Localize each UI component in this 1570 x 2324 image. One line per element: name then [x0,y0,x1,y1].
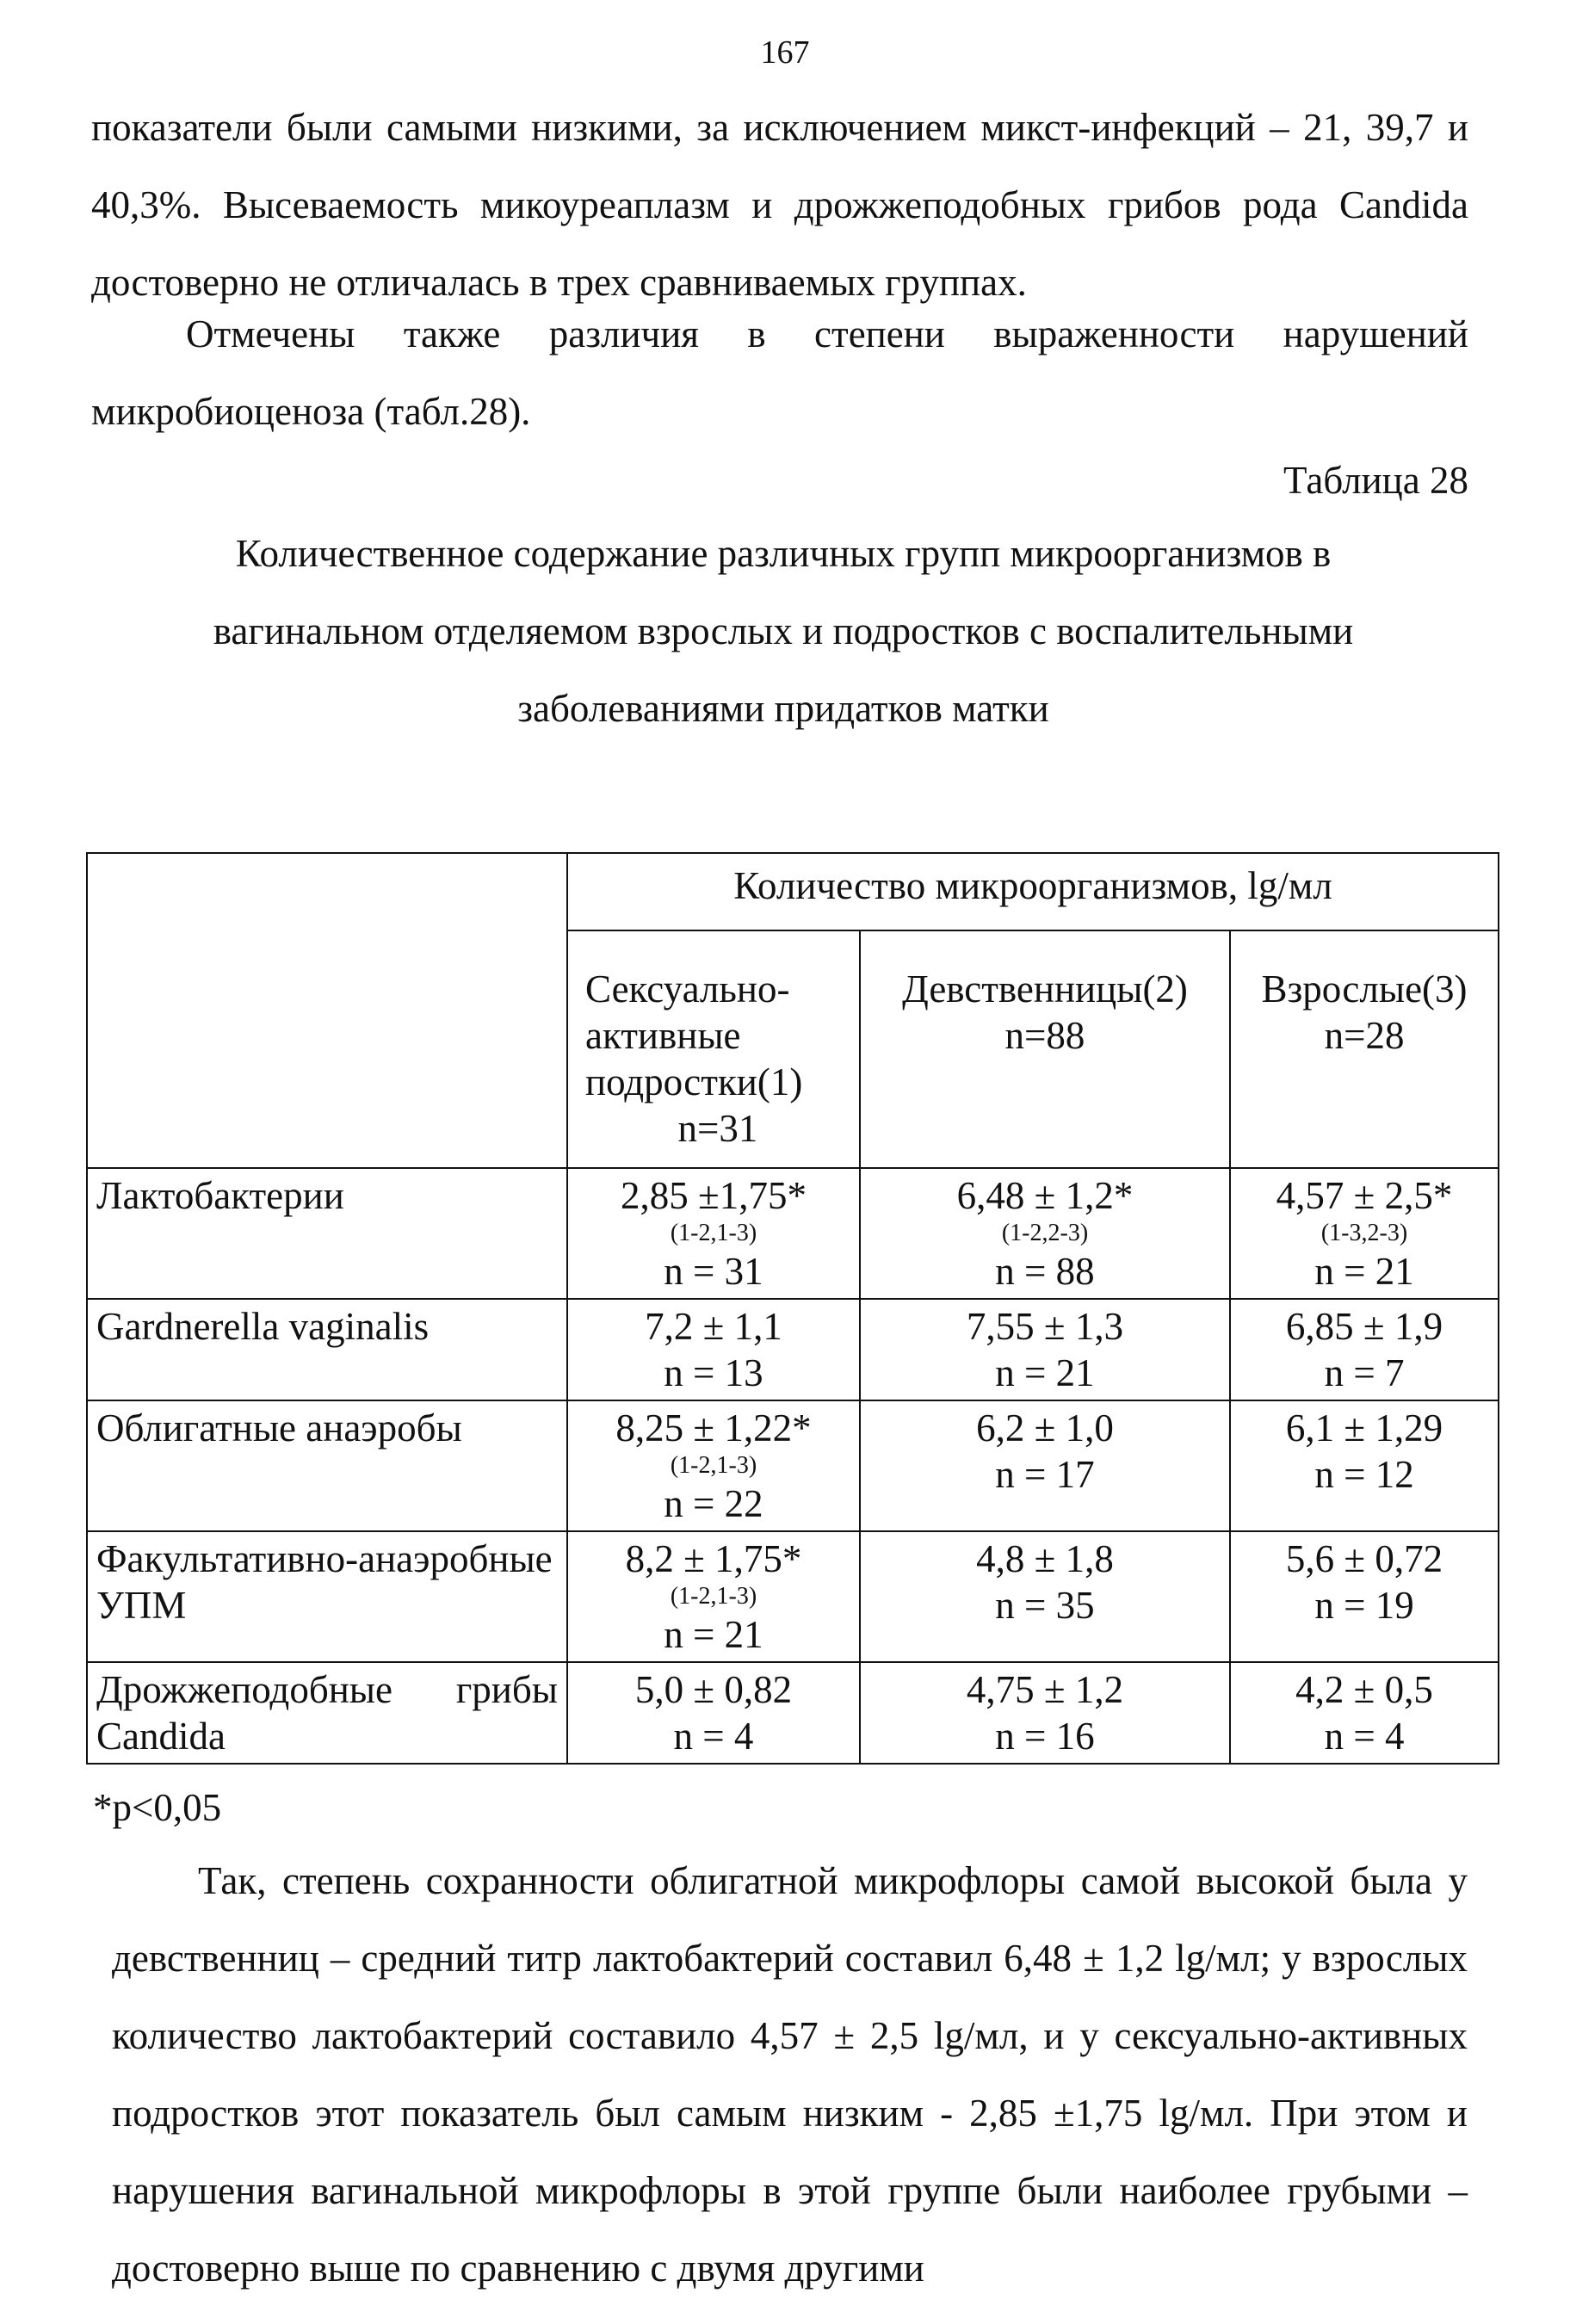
table-cell [567,1299,860,1400]
table-cell [1230,1400,1499,1531]
table-header-row [87,853,1499,930]
cell-n: n = 4 [1324,1715,1405,1758]
row-label: Факультативно-анаэробные УПМ [87,1531,567,1662]
table-label: Таблица 28 [1283,459,1468,502]
table-cell [860,1400,1230,1531]
table-cell [860,1662,1230,1764]
cell-n: n = 22 [664,1482,763,1525]
cell-n: n = 21 [1314,1250,1414,1293]
cell-n: n = 4 [673,1715,754,1758]
cell-n: n = 19 [1314,1584,1414,1627]
cell-comparison: (1-3,2-3) [1320,1220,1408,1246]
table-cell [567,1662,860,1764]
cell-comparison: (1-2,2-3) [1001,1220,1089,1246]
row-label: Облигатные анаэробы [87,1400,567,1531]
column-label: Сексуально-активные подростки(1) [585,967,803,1103]
cell-comparison: (1-2,1-3) [670,1583,757,1610]
column-header-adults [1230,930,1499,1168]
paragraph-intro: показатели были самыми низкими, за исключением микст-инфекций – 21, 39,7 и 40,3%. Высеваемость микоуреаплазм и дрожжеподобных грибов рода Candida достоверно не отличалась в трех сравниваемых группах. [91,106,1468,304]
cell-mean: 8,2 ± 1,75* [625,1537,802,1580]
cell-n: n = 16 [995,1715,1095,1758]
table-cell [567,1531,860,1662]
cell-comparison: (1-2,1-3) [670,1220,757,1246]
column-header-virgins [860,930,1230,1168]
column-header-adolescents [567,930,860,1168]
table-cell [860,1168,1230,1299]
table-caption: Количественное содержание различных групп микроорганизмов в вагинальном отделяемом взрослых и подростков с воспалительными заболеваниями придатков матки [213,532,1354,730]
row-label: Gardnerella vaginalis [87,1299,567,1400]
cell-mean: 6,1 ± 1,29 [1285,1406,1443,1449]
cell-mean: 4,75 ± 1,2 [966,1668,1124,1711]
table-footnote: *p<0,05 [93,1786,222,1829]
column-n: n=28 [1324,1014,1405,1057]
table-cell [567,1400,860,1531]
table-row [87,1531,1499,1662]
cell-n: n = 31 [664,1250,763,1293]
cell-n: n = 21 [995,1351,1095,1394]
table-row [87,1400,1499,1531]
table-cell [860,1531,1230,1662]
cell-mean: 6,85 ± 1,9 [1285,1305,1443,1348]
cell-mean: 8,25 ± 1,22* [615,1406,812,1449]
cell-mean: 4,57 ± 2,5* [1276,1174,1453,1217]
table-cell [1230,1531,1499,1662]
cell-n: n = 21 [664,1613,763,1656]
cell-mean: 7,2 ± 1,1 [645,1305,782,1348]
column-label: Взрослые(3) [1261,967,1468,1011]
row-label: Дрожжеподобные грибы Candida [87,1662,567,1764]
cell-mean: 6,48 ± 1,2* [956,1174,1134,1217]
paragraph-conclusion: Так, степень сохранности облигатной микрофлоры самой высокой была у девственниц – средний титр лактобактерий составил 6,48 ± 1,2 lg/мл; у взрослых количество лактобактерий составило 4,57 ± 2,5 lg/мл, и у сексуально-активных подростков этот показатель был самым низким - 2,85 ±1,75 lg/мл. При этом и нарушения вагинальной микрофлоры в этой группе были наиболее грубыми – достоверно выше по сравнению с двумя другими [112,1859,1468,2290]
cell-n: n = 7 [1324,1351,1405,1394]
cell-n: n = 35 [995,1584,1095,1627]
column-n: n=31 [677,1107,758,1150]
cell-mean: 5,6 ± 0,72 [1285,1537,1443,1580]
cell-mean: 6,2 ± 1,0 [976,1406,1114,1449]
table-row [87,1168,1499,1299]
cell-mean: 4,2 ± 0,5 [1295,1668,1433,1711]
microorganism-table [86,852,1499,1765]
cell-mean: 2,85 ±1,75* [621,1174,807,1217]
cell-n: n = 13 [664,1351,763,1394]
cell-mean: 4,8 ± 1,8 [976,1537,1114,1580]
cell-n: n = 17 [995,1453,1095,1496]
cell-n: n = 12 [1314,1453,1414,1496]
cell-n: n = 88 [995,1250,1095,1293]
table-row [87,1662,1499,1764]
table-corner-cell [87,853,567,1168]
paragraph-differences: Отмечены также различия в степени выраженности нарушений микробиоценоза (табл.28). [91,312,1468,433]
table-cell [1230,1662,1499,1764]
table-cell [567,1168,860,1299]
page-number: 167 [760,34,810,71]
table-cell [860,1299,1230,1400]
row-label: Лактобактерии [87,1168,567,1299]
table-cell [1230,1168,1499,1299]
group-header: Количество микроорганизмов, lg/мл [567,853,1499,930]
cell-comparison: (1-2,1-3) [670,1452,757,1479]
column-n: n=88 [1004,1014,1085,1057]
cell-mean: 5,0 ± 0,82 [634,1668,793,1711]
cell-mean: 7,55 ± 1,3 [966,1305,1124,1348]
table-cell [1230,1299,1499,1400]
table-row [87,1299,1499,1400]
column-label: Девственницы(2) [902,967,1188,1011]
